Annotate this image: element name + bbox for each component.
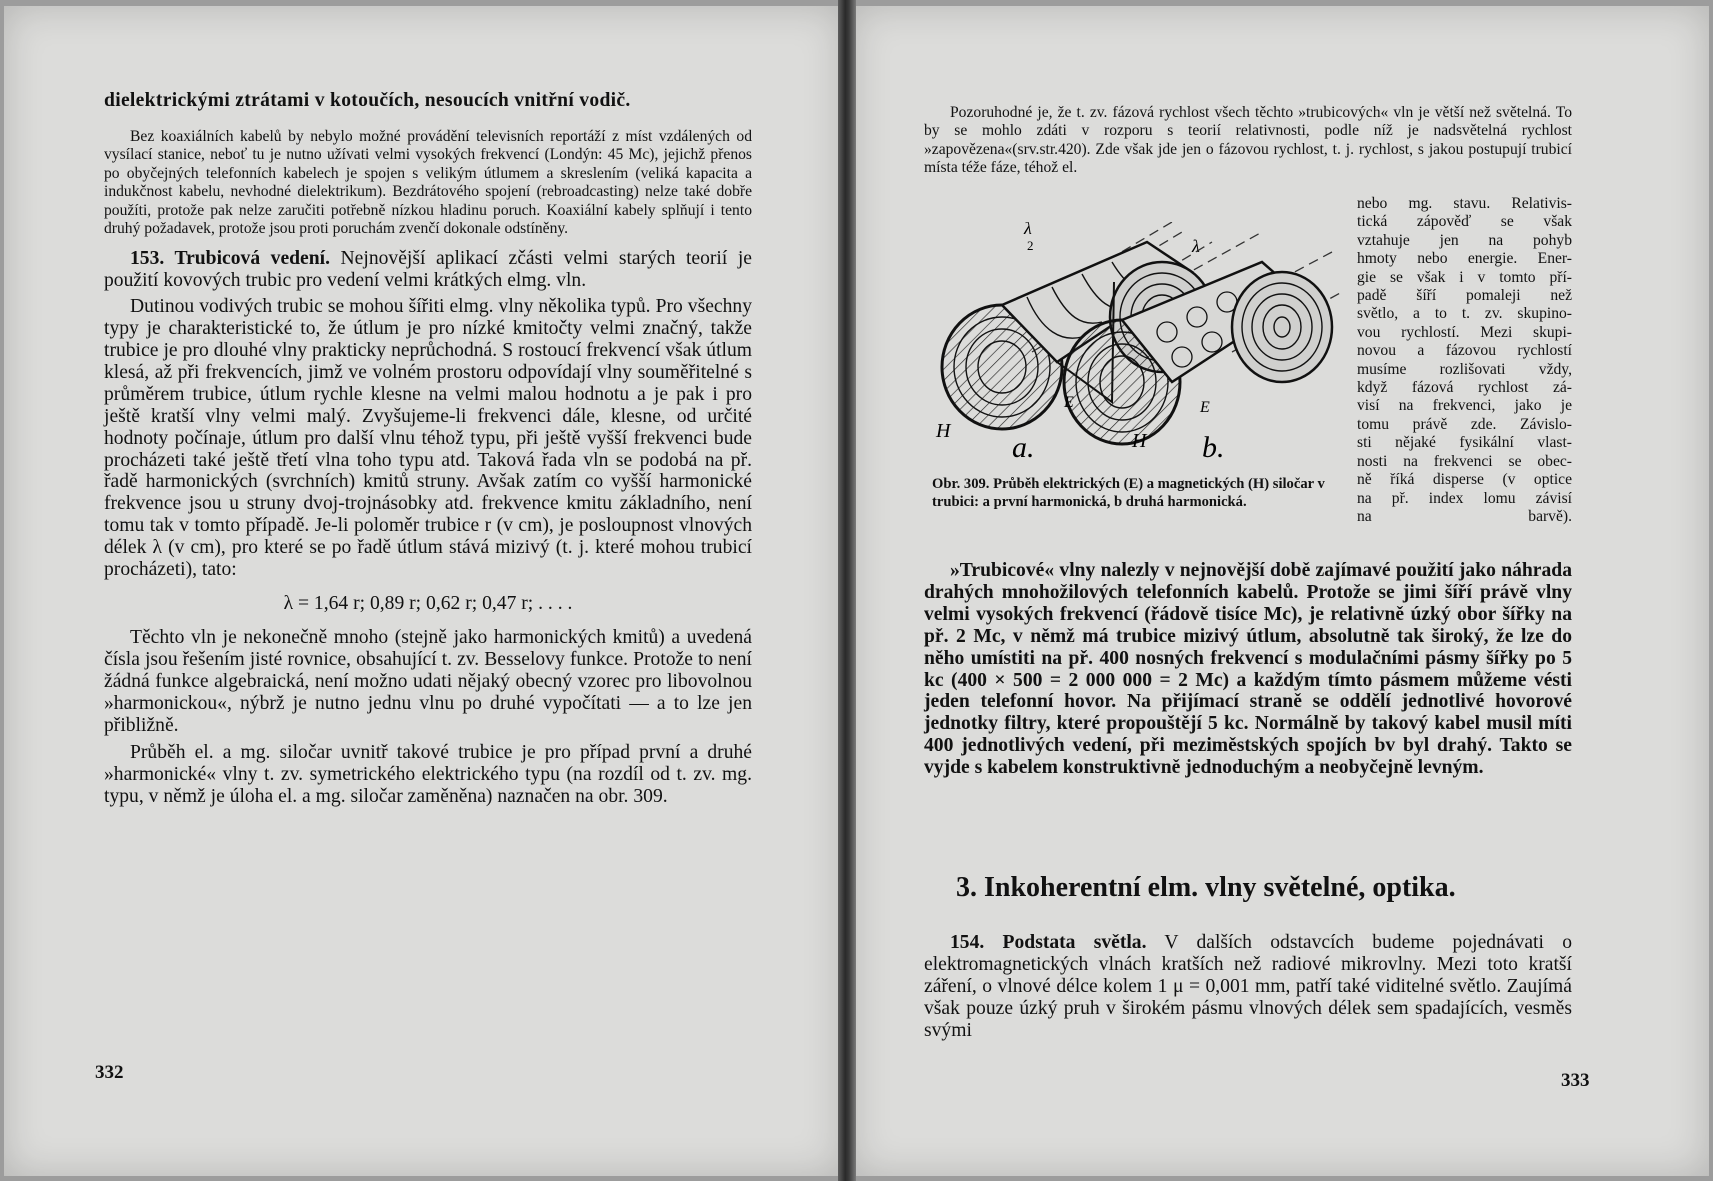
side-text-line: musíme rozlišovati vždy,: [1357, 360, 1572, 378]
section-153: [104, 248, 752, 292]
section-153-title: 153. Trubicová vedení.: [130, 248, 330, 270]
figure-label-lambda: λ: [1024, 222, 1032, 238]
right-main-column: [924, 560, 1572, 779]
side-text-line: padě šíří pomaleji než: [1357, 287, 1572, 305]
side-text-line: sti nějaké fysikální vlast-: [1357, 434, 1572, 452]
figure-label-E-b: E: [1200, 399, 1210, 416]
side-text-line: gie se však i v tomto pří-: [1357, 268, 1572, 286]
figure-caption-text: Obr. 309. Průběh elektrických (E) a magnetických (H) siločar v trubici: a první harmonická, b druhá harmonická.: [932, 476, 1325, 510]
side-text-line: tická zápověď se však: [1357, 213, 1572, 231]
book-gutter: [838, 0, 856, 1181]
paragraph-techto: Těchto vln je nekonečně mnoho (stejně jako harmonických kmitů) a uvedená čísla jsou řešením jisté rovnice, obsahující t. zv. Besselovy funkce. Protože to není žádná funkce algebraická, není možno udati nějaký obecný vzorec pro libovolnou »harmonickou«, nýbrž je nutno jednu vlnu po druhé vypočítati — a to lze jen přibližně.: [104, 626, 752, 736]
side-text: [1357, 195, 1572, 526]
section-154: [924, 932, 1572, 1042]
figure-label-E-a: E: [1064, 394, 1074, 411]
paragraph-intro: dielektrickými ztrátami v kotoučích, nesoucích vnitřní vodič.: [104, 90, 631, 111]
section-154-text: V dalších odstavcích budeme pojednávati o elektromagnetických vlnách kratších než radiové mikrovlny. Mezi toto kratší záření, o vlnové délce kolem 1 μ = 0,001 mm, patří také viditelné světlo. Zaujímá však pouze úzký pruh v širokém pásmu vlnových délek sem spadajících, vesměs svými: [924, 932, 1572, 1041]
side-text-line: na př. index lomu závisí: [1357, 489, 1572, 507]
left-column: [104, 90, 752, 808]
right-top-paragraph: [924, 104, 1572, 178]
chapter-heading: 3. Inkoherentní elm. vlny světelné, optika.: [956, 872, 1456, 903]
side-text-line: nosti na frekvenci se obec-: [1357, 452, 1572, 470]
side-text-line: vou rychlostí. Mezi skupi-: [1357, 323, 1572, 341]
side-text-line: ně říká disperse (v optice: [1357, 471, 1572, 489]
side-text-line: když fázová rychlost zá-: [1357, 379, 1572, 397]
figure-label-a: a.: [1012, 431, 1035, 464]
page-number-left: 332: [95, 1062, 124, 1083]
formula-lambda: λ = 1,64 r; 0,89 r; 0,62 r; 0,47 r; . . . .: [283, 592, 573, 614]
side-text-line: novou a fázovou rychlostí: [1357, 342, 1572, 360]
section-153-text: Nejnovější aplikací zčásti velmi starých teorií je použití kovových trubic pro vedení velmi krátkých elmg. vln.: [104, 248, 752, 292]
right-side-column: [1357, 195, 1572, 526]
side-text-line: tomu právě zde. Závislo-: [1357, 415, 1572, 433]
side-text-line: hmoty nebo energie. Ener-: [1357, 250, 1572, 268]
section-154-paragraph: [924, 932, 1572, 1042]
paragraph-prubeh: Průběh el. a mg. siločar uvnitř takové trubice je pro případ první a druhé »harmonické« vlny t. zv. symetrického elektrického typu (na rozdíl od t. zv. mg. typu, v němž je úloha el. a mg. siločar zaměněna) naznačen na obr. 309.: [104, 742, 752, 808]
paragraph-dutinou: Dutinou vodivých trubic se mohou šířiti elmg. vlny několika typů. Pro všechny typy je charakteristické to, že útlum je pro nízké kmitočty velmi značný, takže trubice je pro dlouhé vlny prakticky neprůchodná. S rostoucí frekvencí však útlum klesá, až při frekvencích, jimž ve volném prostoru odpovídají vlny souměřitelné s průměrem trubice, útlum rychle klesne na velmi malou hodnotu a je pak i pro ještě kratší vlny velmi malý. Zvyšujeme-li frekvenci dále, klesne, od určité hodnoty počínaje, útlum pro další vlnu téhož typu, při ještě vyšší frekvenci bude procházeti také ještě třetí vlna toho typu atd. Taková řada vln se podobá na př. řadě harmonických (svrchních) kmitů struny. Avšak zatím co vyšší harmonické frekvence jsou u struny dvoj-trojnásobky atd. frekvence kmitu základního, není tomu tak v tomto případě. Je-li poloměr trubice r (v cm), je posloupnost vlnových délek λ (v cm), pro které se po řadě útlum stává mizivý (t. j. které mohou trubicí procházeti), tato:: [104, 296, 752, 581]
figure-309: [932, 222, 1352, 492]
side-text-line: světlo, a to t. zv. skupino-: [1357, 305, 1572, 323]
paragraph-pozoruhodne: Pozoruhodné je, že t. zv. fázová rychlost všech těchto »trubicových« vln je větší než světelná. To by se mohlo zdáti v rozporu s teorií relativnosti, podle níž je nadsvětelná rychlost »zapovězena«(srv.str.420). Zde však jde jen o fázovou rychlost, t. j. rychlost, s jakou postupují trubicí místa téže fáze, téhož el.: [924, 104, 1572, 177]
figure-label-b: b.: [1202, 431, 1225, 464]
side-text-line: visí na frekvenci, jako je: [1357, 397, 1572, 415]
figure-label-H-a: H: [936, 420, 951, 442]
paragraph-coax: Bez koaxiálních kabelů by nebylo možné provádění televisních reportáží z míst vzdálených od vysílací stanice, neboť tu je nutno užívati velmi vysokých frekvencí (Londýn: 45 Mc), jejichž přenos po obyčejných telefonních kabelech je spojen s velikým útlumem a skreslením (veliká kapacita a indukčnost kabelu, nevhodné dielektrikum). Bezdrátového spojení (rebroadcasting) nelze také dobře použíti, protože pak nelze zaručiti potřebně nízkou hladinu poruch. Koaxiální kabely splňují i tento druhý požadavek, protože jsou proti poruchám zvenčí dokonale odstíněny.: [104, 127, 752, 237]
paragraph-trubicove: »Trubicové« vlny nalezly v nejnovější době zajímavé použití jako náhrada drahých mnohožilových telefonních kabelů. Protože se jimi šíří právě vlny velmi vysokých frekvencí (řádově tisíce Mc), je relativně úzký obor šířky na př. 2 Mc, v němž má trubice mizivý útlum, absolutně tak široký, že lze do něho umístiti na př. 400 nosných frekvencí s modulačními pásmy šířky po 5 kc (400 × 500 = 2 000 000 = 2 Mc) a každým tímto pásmem můžeme vésti jeden telefonní hovor. Na přijímací straně se oddělí jednotlivé hovorové jednotky filtry, které propouštějí 5 kc. Normálně by takový kabel musil míti 400 jednotlivých vedení, při meziměstských spojích bv byl drahý. Takto se vyjde s kabelem konstruktivně jednoduchým a neobyčejně levným.: [924, 560, 1572, 779]
figure-label-half: 2: [1027, 238, 1034, 253]
side-text-line: nebo mg. stavu. Relativis-: [1357, 195, 1572, 212]
page-number-right: 333: [1561, 1070, 1590, 1091]
side-text-line: na barvě).: [1357, 507, 1572, 525]
figure-label-H-b: H: [1132, 430, 1147, 452]
figure-label-lambda-b: λ: [1192, 236, 1200, 256]
figure-caption: [932, 476, 1340, 511]
section-154-title: 154. Podstata světla.: [950, 932, 1147, 953]
side-text-line: vztahuje jen na pohyb: [1357, 231, 1572, 249]
